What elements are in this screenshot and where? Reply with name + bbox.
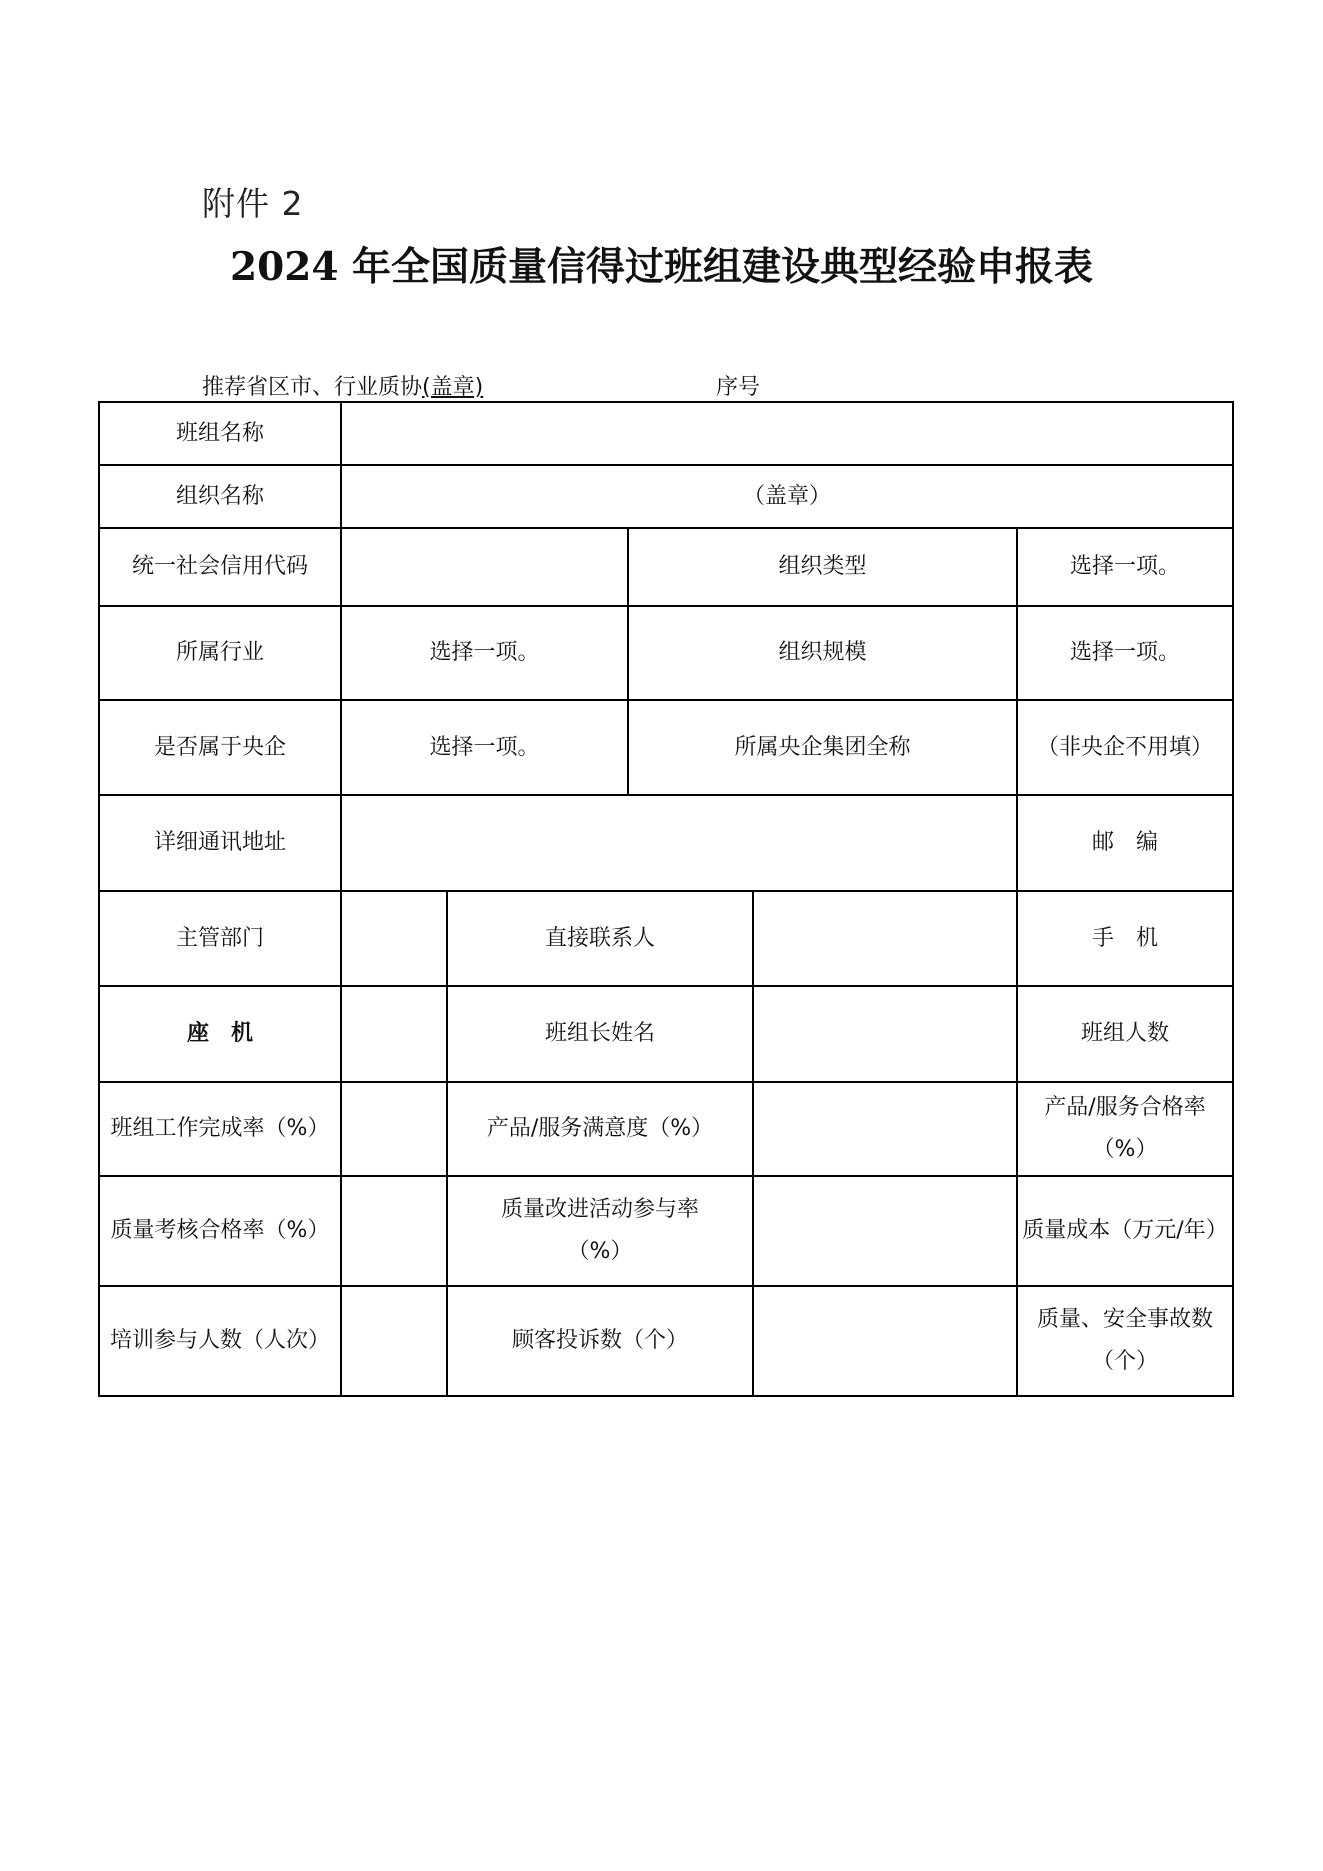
recommender-line bbox=[202, 370, 509, 401]
org-type-label: 组织类型 bbox=[628, 528, 1017, 606]
org-scale-label: 组织规模 bbox=[628, 606, 1017, 700]
pass-rate-label: 产品/服务合格率（%） bbox=[1017, 1082, 1233, 1176]
row-central-soe bbox=[99, 700, 1233, 795]
improvement-participation-field[interactable] bbox=[753, 1176, 1017, 1286]
row-landline bbox=[99, 986, 1233, 1082]
address-label: 详细通讯地址 bbox=[99, 795, 341, 891]
org-name-field[interactable] bbox=[341, 465, 1233, 528]
work-completion-field[interactable] bbox=[341, 1082, 447, 1176]
complaints-label: 顾客投诉数（个） bbox=[447, 1286, 753, 1396]
training-label: 培训参与人数（人次） bbox=[99, 1286, 341, 1396]
central-group-field[interactable]: （非央企不用填） bbox=[1017, 700, 1233, 795]
page-title: 2024 年全国质量信得过班组建设典型经验申报表 bbox=[229, 244, 1094, 290]
address-field[interactable] bbox=[341, 795, 1017, 891]
direct-contact-field[interactable] bbox=[753, 891, 1017, 986]
landline-field[interactable] bbox=[341, 986, 447, 1082]
department-field[interactable] bbox=[341, 891, 447, 986]
org-scale-select[interactable]: 选择一项。 bbox=[1017, 606, 1233, 700]
row-address bbox=[99, 795, 1233, 891]
central-group-label: 所属央企集团全称 bbox=[628, 700, 1017, 795]
application-form-table bbox=[98, 401, 1234, 1397]
row-org-name bbox=[99, 465, 1233, 528]
attachment-label: 附件 2 bbox=[202, 184, 304, 223]
team-size-label: 班组人数 bbox=[1017, 986, 1233, 1082]
serial-label: 序号 bbox=[716, 375, 761, 400]
row-credit-code bbox=[99, 528, 1233, 606]
improvement-participation-line1: 质量改进活动参与率 bbox=[500, 1197, 699, 1223]
satisfaction-field[interactable] bbox=[753, 1082, 1017, 1176]
industry-select[interactable]: 选择一项。 bbox=[341, 606, 628, 700]
row-work-completion bbox=[99, 1082, 1233, 1176]
central-soe-label: 是否属于央企 bbox=[99, 700, 341, 795]
row-department bbox=[99, 891, 1233, 986]
credit-code-label: 统一社会信用代码 bbox=[99, 528, 341, 606]
credit-code-field[interactable] bbox=[341, 528, 628, 606]
direct-contact-label: 直接联系人 bbox=[447, 891, 753, 986]
team-name-field[interactable] bbox=[341, 402, 1233, 465]
quality-assessment-field[interactable] bbox=[341, 1176, 447, 1286]
team-name-label: 班组名称 bbox=[99, 402, 341, 465]
industry-label: 所属行业 bbox=[99, 606, 341, 700]
improvement-participation-label bbox=[447, 1176, 753, 1286]
recommender-label: 推荐省区市、行业质协 bbox=[202, 375, 423, 400]
satisfaction-label: 产品/服务满意度（%） bbox=[447, 1082, 753, 1176]
row-training bbox=[99, 1286, 1233, 1396]
improvement-participation-line2: （%） bbox=[567, 1239, 633, 1264]
row-team-name bbox=[99, 402, 1233, 465]
org-type-select[interactable]: 选择一项。 bbox=[1017, 528, 1233, 606]
row-industry bbox=[99, 606, 1233, 700]
landline-label: 座 机 bbox=[99, 986, 341, 1082]
postcode-label: 邮 编 bbox=[1017, 795, 1233, 891]
row-quality-assessment bbox=[99, 1176, 1233, 1286]
quality-cost-label: 质量成本（万元/年） bbox=[1017, 1176, 1233, 1286]
leader-name-field[interactable] bbox=[753, 986, 1017, 1082]
central-soe-select[interactable]: 选择一项。 bbox=[341, 700, 628, 795]
complaints-field[interactable] bbox=[753, 1286, 1017, 1396]
leader-name-label: 班组长姓名 bbox=[447, 986, 753, 1082]
org-name-label: 组织名称 bbox=[99, 465, 341, 528]
mobile-label: 手 机 bbox=[1017, 891, 1233, 986]
work-completion-label: 班组工作完成率（%） bbox=[99, 1082, 341, 1176]
training-field[interactable] bbox=[341, 1286, 447, 1396]
org-stamp-note: （盖章） bbox=[742, 483, 831, 509]
accidents-label: 质量、安全事故数（个） bbox=[1017, 1286, 1233, 1396]
department-label: 主管部门 bbox=[99, 891, 341, 986]
quality-assessment-label: 质量考核合格率（%） bbox=[99, 1176, 341, 1286]
recommender-stamp: (盖章) bbox=[422, 375, 484, 400]
